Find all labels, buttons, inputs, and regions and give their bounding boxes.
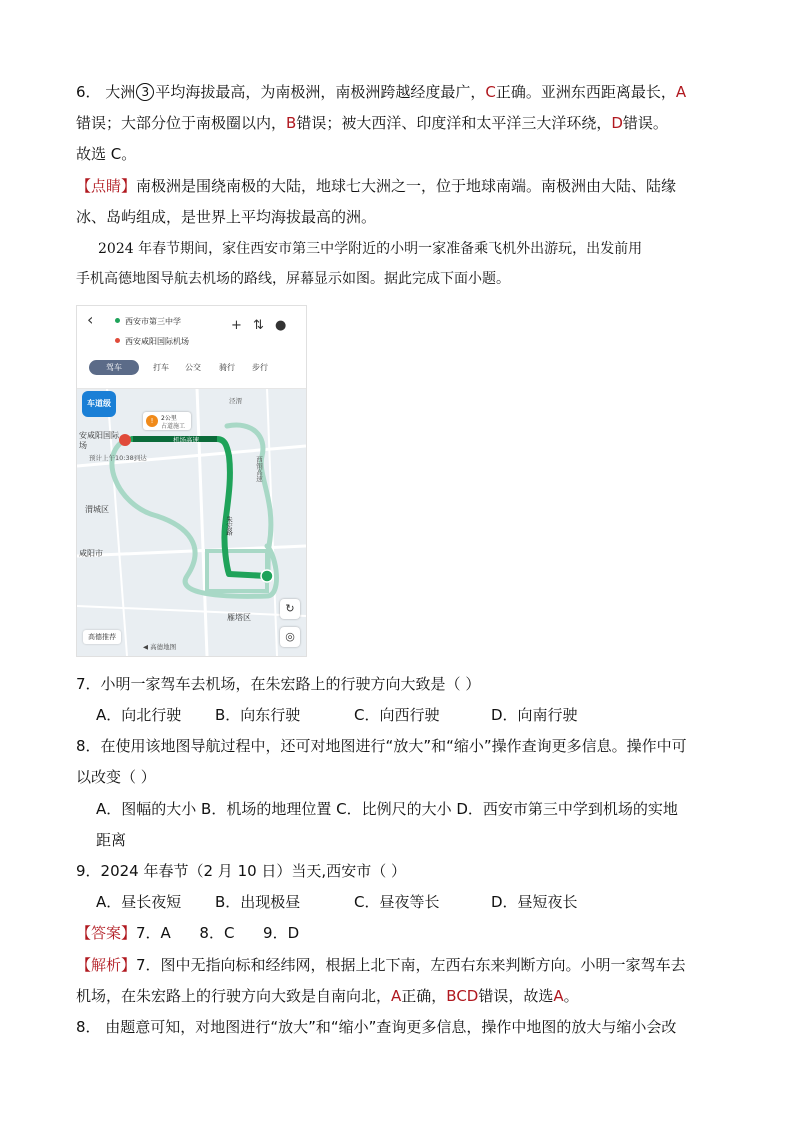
analysis-text: 错误，故选 bbox=[478, 987, 554, 1005]
dianjing-text: 南极洲是围绕南极的大陆，地球七大洲之一，位于地球南端。南极洲由大陆、陆缘 bbox=[136, 177, 677, 195]
option-letter: B bbox=[286, 114, 297, 132]
answer-line bbox=[76, 922, 299, 944]
answer-text: 7．A 8．C 9．D bbox=[136, 924, 300, 942]
refresh-icon[interactable]: ↻ bbox=[280, 599, 300, 619]
analysis-line-2 bbox=[76, 985, 579, 1007]
microphone-icon[interactable]: ● bbox=[275, 318, 287, 333]
tab-bike[interactable]: 骑行 bbox=[219, 363, 235, 372]
q8-options-2: 距离 bbox=[96, 831, 127, 849]
origin-dot-icon bbox=[115, 318, 120, 323]
arrival-time-label: 预计上午10:38到达 bbox=[89, 454, 147, 462]
analysis-text: 正确， bbox=[401, 987, 447, 1005]
analysis-tag: 【解析】 bbox=[76, 956, 137, 974]
travel-mode-tabs bbox=[77, 358, 306, 380]
analysis-text: 。 bbox=[563, 987, 579, 1005]
q6-text: 正确。亚洲东西距离最长， bbox=[495, 83, 676, 101]
analysis-line-1 bbox=[76, 954, 686, 976]
q9-stem: 9．2024 年春节（2 月 10 日）当天,西安市（ ） bbox=[76, 862, 406, 880]
callout-note: 占道施工 bbox=[161, 423, 186, 430]
destination-dot-icon bbox=[115, 338, 120, 343]
route-search-bar bbox=[77, 306, 306, 389]
back-arrow-icon[interactable]: ‹ bbox=[87, 310, 94, 329]
tab-drive[interactable]: 驾车 bbox=[89, 360, 139, 375]
construction-icon: ! bbox=[146, 415, 158, 427]
dianjing-line-1 bbox=[76, 175, 676, 197]
q8-stem-2: 以改变（ ） bbox=[76, 768, 156, 786]
add-icon[interactable]: + bbox=[231, 318, 242, 333]
destination-field[interactable] bbox=[115, 336, 189, 347]
passage-line-2: 手机高德地图导航去机场的路线，屏幕显示如图。据此完成下面小题。 bbox=[76, 271, 510, 287]
navigation-map-screenshot bbox=[76, 305, 307, 657]
q9-option-d: D．昼短夜长 bbox=[491, 893, 578, 911]
callout-distance: 2公里 bbox=[161, 415, 177, 422]
airport-label: 安咸阳国际 bbox=[79, 431, 119, 440]
q6-line-1 bbox=[76, 81, 686, 103]
zhuhong-road-label: 朱宏路 bbox=[225, 516, 233, 536]
q7-stem: 7．小明一家驾车去机场，在朱宏路上的行驶方向大致是（ ） bbox=[76, 675, 481, 693]
q6-text: 错误；大部分位于南极圈以内， bbox=[76, 114, 287, 132]
option-letter: D bbox=[611, 114, 623, 132]
tab-taxi[interactable]: 打车 bbox=[153, 363, 169, 372]
option-letter: C bbox=[485, 83, 496, 101]
dianjing-tag: 【点睛】 bbox=[76, 177, 137, 195]
destination-marker bbox=[119, 434, 131, 446]
airport-label-2: 场 bbox=[79, 441, 87, 450]
tab-walk[interactable]: 步行 bbox=[252, 363, 268, 372]
gaode-logo: ◀ 高德地图 bbox=[143, 643, 177, 651]
xianyang-label: 咸阳市 bbox=[79, 549, 103, 558]
q9-option-a: A．昼长夜短 bbox=[96, 893, 182, 911]
answer-tag: 【答案】 bbox=[76, 924, 137, 942]
option-letter: A bbox=[391, 987, 402, 1005]
locate-icon[interactable]: ◎ bbox=[280, 627, 300, 647]
swap-icon[interactable]: ⇅ bbox=[253, 318, 264, 333]
analysis-text: 7．图中无指向标和经纬网，根据上北下南，左西右东来判断方向。小明一家驾车去 bbox=[136, 956, 686, 974]
xitong-expressway-label: 西铜高速 bbox=[255, 456, 263, 482]
dianjing-line-2: 冰、岛屿组成，是世界上平均海拔最高的洲。 bbox=[76, 208, 377, 226]
expressway-label: 机场高速 bbox=[173, 436, 199, 444]
q6-text: 平均海拔最高，为南极洲，南极洲跨越经度最广， bbox=[155, 83, 486, 101]
origin-text: 西安市第三中学 bbox=[125, 317, 181, 326]
construction-callout bbox=[143, 412, 191, 430]
option-letter: A bbox=[553, 987, 564, 1005]
q9-option-b: B．出现极昼 bbox=[215, 893, 301, 911]
q6-text: 错误；被大西洋、印度洋和太平洋三大洋环绕， bbox=[296, 114, 612, 132]
yanta-label: 雁塔区 bbox=[227, 613, 251, 622]
route-recommend-button[interactable]: 高德推荐 bbox=[83, 630, 121, 644]
tab-bus[interactable]: 公交 bbox=[185, 363, 201, 372]
circled-number: 3 bbox=[136, 83, 154, 101]
destination-text: 西安咸阳国际机场 bbox=[125, 337, 189, 346]
jingwei-label: 泾渭 bbox=[229, 397, 242, 405]
analysis-text: 机场，在朱宏路上的行驶方向大致是自南向北， bbox=[76, 987, 392, 1005]
q6-line-2 bbox=[76, 112, 668, 134]
q6-line-3: 故选 C。 bbox=[76, 145, 137, 163]
analysis-line-3: 8． 由题意可知，对地图进行“放大”和“缩小”查询更多信息，操作中地图的放大与缩小会改 bbox=[76, 1018, 677, 1036]
q8-options: A．图幅的大小 B．机场的地理位置 C．比例尺的大小 D．西安市第三中学到机场的实地 bbox=[96, 800, 678, 818]
passage-line-1: 2024 年春节期间，家住西安市第三中学附近的小明一家准备乘飞机外出游玩，出发前用 bbox=[98, 241, 643, 257]
option-letter: A bbox=[675, 83, 687, 101]
q8-stem-1: 8．在使用该地图导航过程中，还可对地图进行“放大”和“缩小”操作查询更多信息。操作中可 bbox=[76, 737, 687, 755]
q7-option-d: D．向南行驶 bbox=[491, 706, 578, 724]
q7-option-b: B．向东行驶 bbox=[215, 706, 301, 724]
origin-marker bbox=[261, 570, 273, 582]
origin-field[interactable] bbox=[115, 316, 181, 327]
q6-text: 6． 大洲 bbox=[76, 83, 136, 101]
q7-option-c: C．向西行驶 bbox=[354, 706, 440, 724]
lane-level-badge[interactable]: 车道级 bbox=[82, 391, 116, 417]
q6-text: 错误。 bbox=[622, 114, 668, 132]
q9-option-c: C．昼夜等长 bbox=[354, 893, 440, 911]
option-letter: BCD bbox=[446, 987, 479, 1005]
weicheng-label: 渭城区 bbox=[85, 505, 109, 514]
q7-option-a: A．向北行驶 bbox=[96, 706, 182, 724]
